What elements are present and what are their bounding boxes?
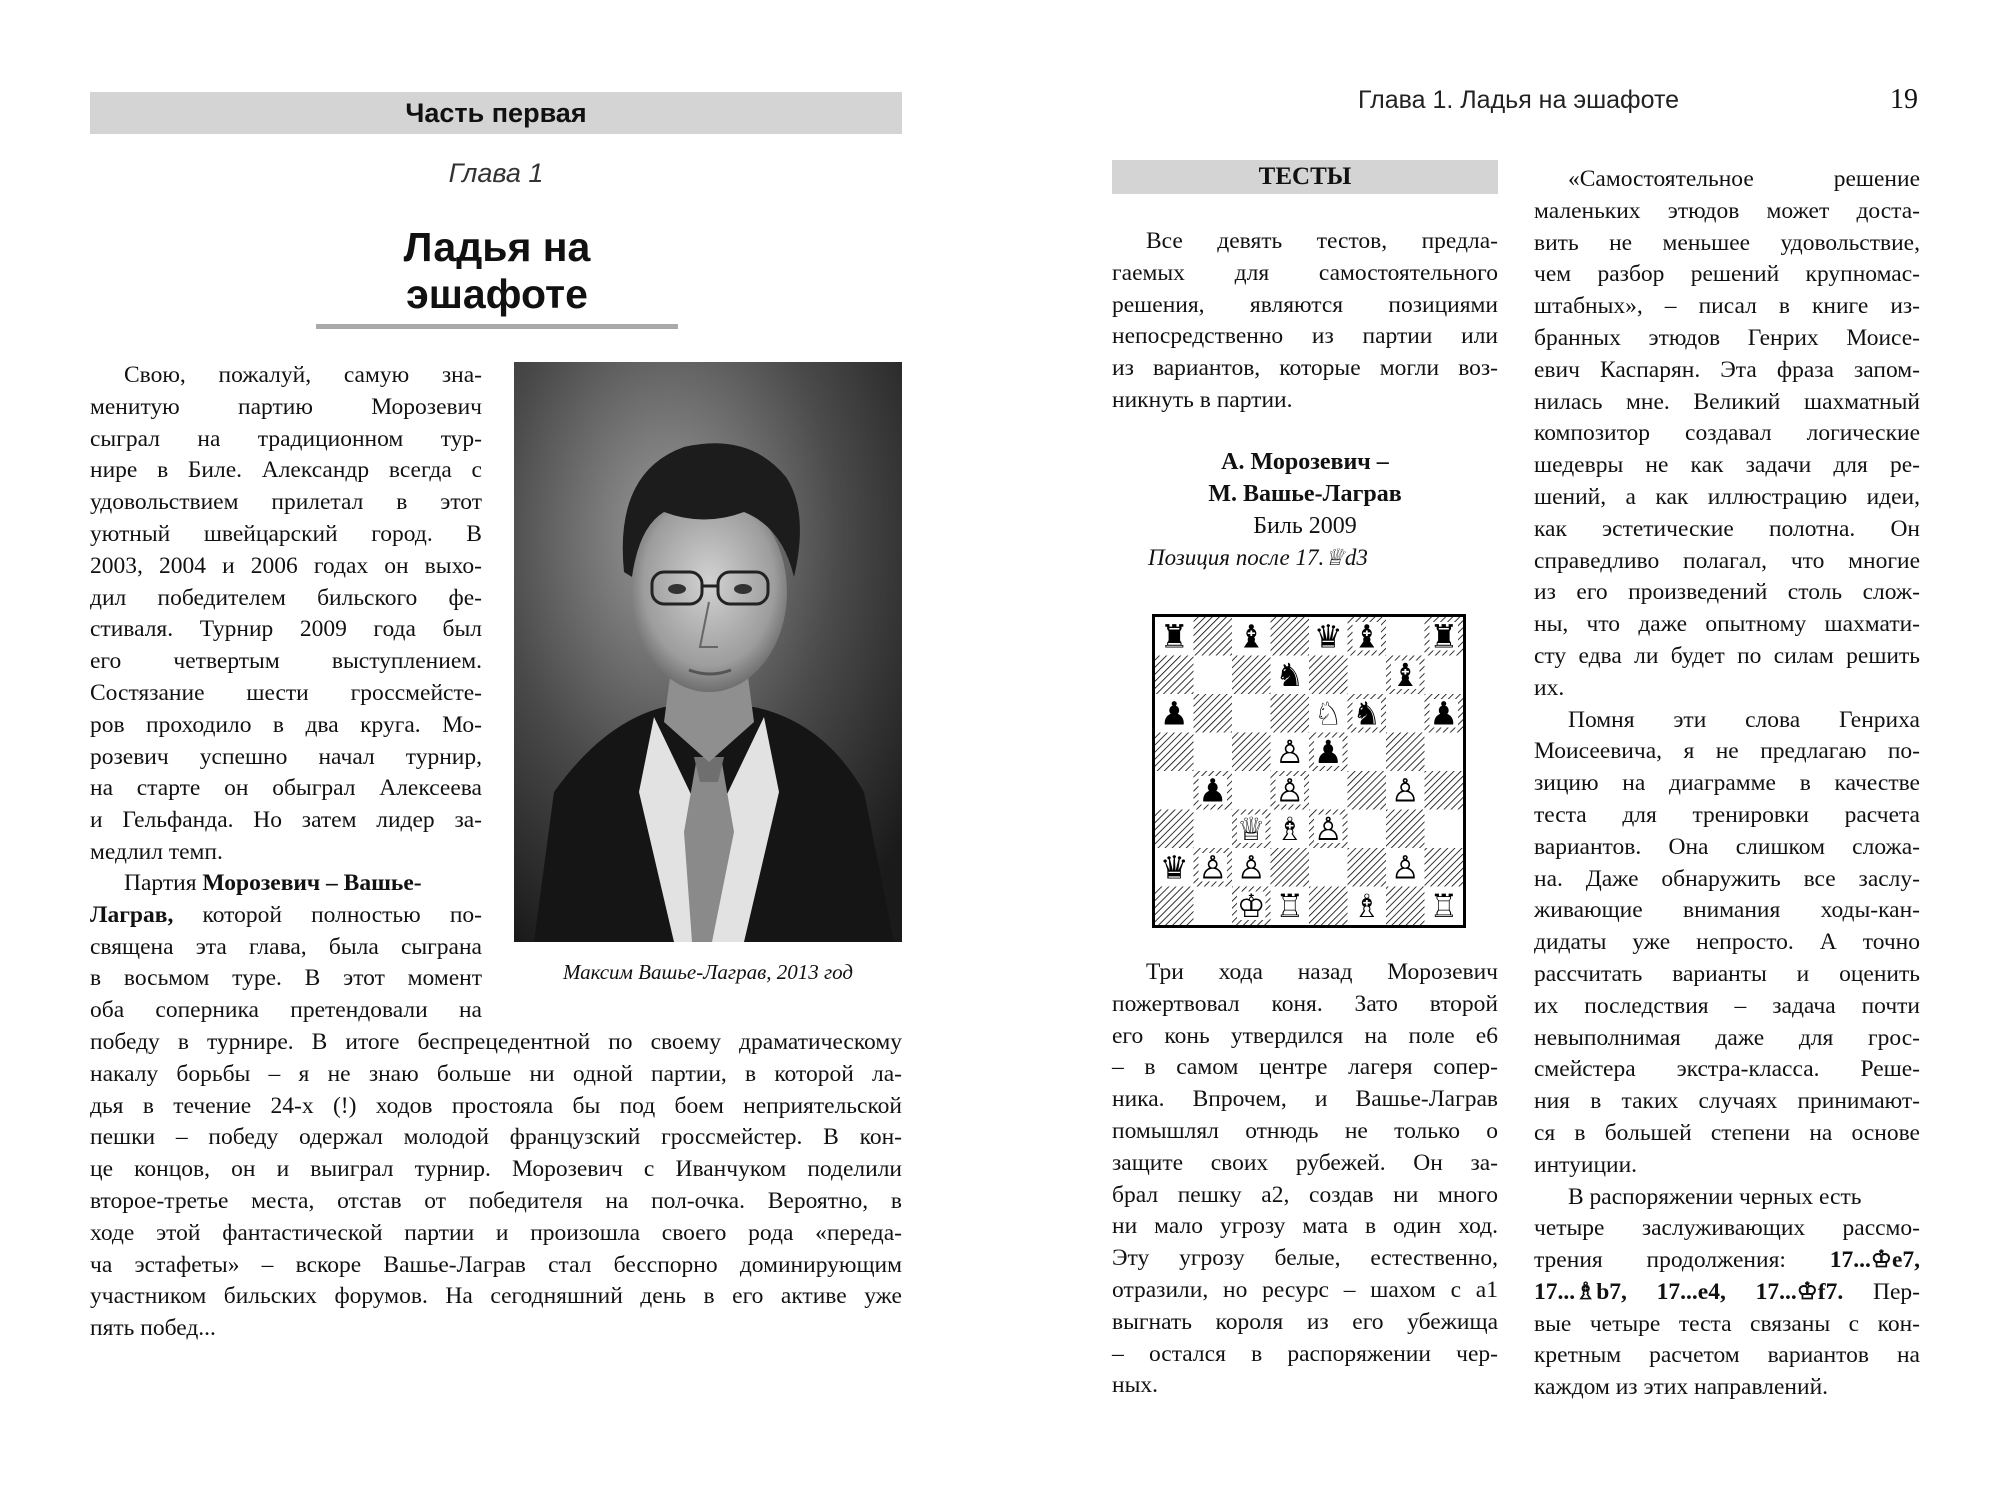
text-line: справедливо полагал, что многие [1534,547,1920,574]
chess-piece: ♟ [1159,694,1189,733]
text-line: никнуть в партии. [1112,386,1293,413]
dark-square [1271,694,1310,733]
text-line: пешки – победу одержал молодой французский гроссмейстер. В кон- [90,1124,902,1151]
text-line: Моисеевича, я не предлагаю по- [1534,738,1920,765]
dark-square [1425,771,1464,810]
chess-piece: ♔ [1236,886,1266,925]
dark-square [1232,733,1271,772]
chess-piece: ♙ [1236,848,1266,887]
text-line: каждом из этих направлений. [1534,1374,1829,1401]
text-line: ходе этой фантастической партии и произошла своего рода «переда- [90,1219,902,1246]
chess-piece: ♙ [1390,848,1420,887]
dark-square [1348,771,1387,810]
text-line: сту едва ли будет по силам решить [1534,642,1920,669]
chess-piece: ♜ [1429,617,1459,656]
dark-square [1155,810,1194,849]
text-line: Помня эти слова Генриха [1568,706,1920,733]
chapter-title: Ладья на эшафоте [316,224,678,329]
text-line: отразили, но ресурс – шахом с а1 [1112,1276,1498,1303]
part-title: Часть первая [90,92,902,134]
text-line: пять побед... [90,1315,216,1342]
text-line: – остался в распоряжении чер- [1112,1340,1498,1367]
chess-piece: ♖ [1429,886,1459,925]
text-line: как эстетические полотна. Он [1534,515,1920,542]
chess-piece: ♕ [1236,809,1266,848]
text-line: кретным расчетом вариантов на [1534,1342,1920,1369]
text-line: его конь утвердился на поле е6 [1112,1022,1498,1049]
text-line: участником бильских форумов. На сегодняшний день в его активе уже [90,1283,902,1310]
text-line: ния в таких случаях принимают- [1534,1088,1920,1115]
text-line: композитор создавал логические [1534,420,1920,447]
col2-p3-line4: 17...♗b7, 17...e4, 17...♔f7. Пер- [1534,1278,1921,1305]
dark-square [1155,656,1194,695]
col2-p3-line2: четыре заслуживающих рассмо- [1534,1215,1920,1242]
text-line: чем разбор решений крупномас- [1534,261,1920,288]
text-line: невыполнимая даже для грос- [1534,1024,1920,1051]
text-line: на. Даже обнаружить все заслу- [1534,865,1920,892]
text-line: ча эстафеты» – вскоре Вашье-Лаграв стал бесспорно доминирующим [90,1251,902,1278]
running-head: Глава 1. Ладья на эшафоте [1358,86,1680,114]
chess-piece: ♖ [1275,886,1305,925]
dark-square [1425,848,1464,887]
text-line: Свою, пожалуй, самую зна- [124,362,482,388]
chess-piece: ♝ [1352,617,1382,656]
chess-piece: ♙ [1198,848,1228,887]
text-line: 2003, 2004 и 2006 годах он выхо- [90,552,482,579]
chess-piece: ♗ [1352,886,1382,925]
text-line: интуиции. [1534,1151,1638,1178]
chess-piece: ♛ [1313,617,1343,656]
full-width-paragraph [90,1027,902,1345]
text-line: живающие внимания ходы-кан- [1534,897,1920,924]
chess-piece: ♙ [1390,771,1420,810]
chess-piece: ♛ [1159,848,1189,887]
text-line: решения, являются позициями [1112,291,1498,318]
text-line: ни мало угрозу мата в один ход. [1112,1213,1498,1240]
chess-piece: ♟ [1429,694,1459,733]
photo-caption: Максим Вашье-Лаграв, 2013 год [562,960,854,984]
game-white: А. Морозевич – [1221,449,1389,475]
text-line: шедевры не как задачи для ре- [1534,452,1920,479]
tests-title: ТЕСТЫ [1112,160,1498,194]
text-line: нилась мне. Великий шахматный [1534,388,1920,415]
text-line: удовольствием прилетал в этот [90,489,482,516]
game-header [1112,446,1498,542]
text-line: рассчитать варианты и оценить [1534,960,1920,987]
text-line: брал пешку а2, создав ни много [1112,1181,1498,1208]
text-line: в восьмом туре. В этот момент [90,965,482,992]
text-line: це концов, он и выиграл турнир. Морозевич с Иванчуком поделили [90,1156,902,1183]
text-line: Состязание шести гроссмейсте- [90,679,482,706]
move-2: 17...♗b7, [1534,1278,1627,1305]
move-1: 17...♔e7, [1829,1247,1920,1274]
para2-intro: Партия [124,870,203,896]
portrait-illustration [514,362,902,942]
text-line: вить не меньшее удовольствие, [1534,229,1920,256]
dark-square [1348,848,1387,887]
text-line: священа эта глава, была сыграна [90,933,482,960]
dark-square [1309,887,1348,926]
text-line: розевич успешно начал турнир, [90,743,482,770]
dark-square [1386,733,1425,772]
col2-p3-line3: трения продолжения: 17...♔e7, [1534,1247,1920,1274]
chess-piece: ♙ [1275,771,1305,810]
chess-diagram [1152,614,1466,928]
col2-p3-line1: В распоряжении черных есть [1568,1183,1862,1210]
dark-square [1386,887,1425,926]
move-4: 17...♔f7. [1755,1278,1844,1305]
text-line: Эту угрозу белые, естественно, [1112,1245,1498,1272]
text-line: второе-третье места, отстав от победителя на пол-очка. Вероятно, в [90,1187,902,1214]
game-black: М. Вашье-Лаграв [1208,481,1402,507]
chess-board-svg [1155,617,1463,925]
game-name-bold: Морозевич – Вашье- [202,870,422,896]
wrapped-paragraph-2 [90,868,482,1027]
chapter-label: Глава 1 [448,158,544,188]
chess-piece: ♙ [1275,732,1305,771]
wrapped-paragraph-1 [90,360,482,869]
chess-piece: ♟ [1198,771,1228,810]
dark-square [1271,617,1310,656]
page-number: 19 [1890,84,1918,115]
text-line: и Гельфанда. Но затем лидер за- [90,807,482,834]
chess-piece: ♙ [1313,809,1343,848]
chess-piece: ♗ [1275,809,1305,848]
dark-square [1194,694,1233,733]
text-line: ся в большей степени на основе [1534,1119,1920,1146]
text-line: из вариантов, которые могли воз- [1112,355,1498,382]
text-line: штабных», – писал в книге из- [1534,293,1920,320]
text-line: Все девять тестов, предла- [1146,228,1498,254]
text-line: его четвертым выступлением. [90,648,482,675]
text-line: их. [1534,674,1565,701]
text-line: зицию на диаграмме в качестве [1534,770,1920,797]
after-board-paragraph [1112,957,1498,1402]
text-line: оба соперника претендовали на [90,997,482,1024]
text-line: непосредственно из партии или [1112,323,1498,350]
dark-square [1232,656,1271,695]
text-line: накалу борьбы – я не знаю больше ни одной партии, в которой ла- [90,1060,902,1087]
dark-square [1386,810,1425,849]
text-line: выгнать короля из его убежища [1112,1308,1498,1335]
dark-square [1194,617,1233,656]
text-line: ров проходило в два круга. Мо- [90,711,482,738]
chess-piece: ♝ [1236,617,1266,656]
text-line: ны, что даже опытному шахмати- [1534,611,1920,638]
text-line: медлил темп. [90,838,223,865]
text-line: нире в Биле. Александр всегда с [90,457,482,484]
position-note: Позиция после 17.♕d3 [1148,545,1368,570]
chess-piece: ♘ [1313,694,1343,733]
right-column-text [1534,164,1920,1404]
text-line: их последствия – задача почти [1534,992,1920,1019]
text-line: «Самостоятельное решение [1568,166,1920,192]
move-3: 17...e4, [1656,1278,1726,1305]
text-line: пожертвовал коня. Зато второй [1112,990,1498,1017]
text-line: ных. [1112,1372,1158,1399]
text-line: Три хода назад Морозевич [1146,959,1498,985]
dark-square [1155,887,1194,926]
text-line: уютный швейцарский город. В [90,520,482,547]
text-line: стиваля. Турнир 2009 года был [90,616,482,643]
text-line: менитую партию Морозевич [90,393,482,420]
text-line: евич Каспарян. Эта фраза запом- [1534,356,1920,383]
portrait-photo [514,362,902,942]
text-line: – в самом центре лагеря сопер- [1112,1054,1498,1081]
text-line: гаемых для самостоятельного [1112,259,1498,286]
text-line: на старте он обыграл Алексеева [90,775,482,802]
tests-intro [1112,226,1498,417]
chess-piece: ♝ [1390,655,1420,694]
text-line: ника. Впрочем, и Вашье-Лаграв [1112,1086,1498,1113]
chess-piece: ♜ [1159,617,1189,656]
text-line: из его произведений столь слож- [1534,579,1920,606]
text-line: дил победителем бильского фе- [90,584,482,611]
text-line: дья в течение 24-х (!) ходов простояла бы под боем неприятельской [90,1092,902,1119]
text-line: победу в турнире. В итоге беспрецедентной по своему драматическому [90,1029,902,1055]
text-line: вариантов. Она слишком сложа- [1534,833,1920,860]
text-line: бранных этюдов Генрих Моисе- [1534,324,1920,351]
text-line: теста для тренировки расчета [1534,801,1920,828]
game-event: Биль 2009 [1253,513,1357,539]
text-line: смейстера экстра-класса. Реше- [1534,1056,1920,1083]
dark-square [1271,848,1310,887]
text-line: помышлял отнюдь не только о [1112,1117,1498,1144]
chess-piece: ♞ [1275,655,1305,694]
text-line: маленьких этюдов может доста- [1534,197,1920,224]
text-line: Лаграв, которой полностью по- [90,901,482,928]
dark-square [1309,656,1348,695]
text-line: шений, а как иллюстрацию идеи, [1534,483,1920,510]
text-line: защите своих рубежей. Он за- [1112,1149,1498,1176]
text-line: вые четыре теста связаны с кон- [1534,1310,1920,1337]
chess-piece: ♞ [1352,694,1382,733]
chess-piece: ♟ [1313,732,1343,771]
text-line: сыграл на традиционном тур- [90,425,482,452]
dark-square [1155,733,1194,772]
text-line: дидаты уже непросто. А точно [1534,929,1920,956]
